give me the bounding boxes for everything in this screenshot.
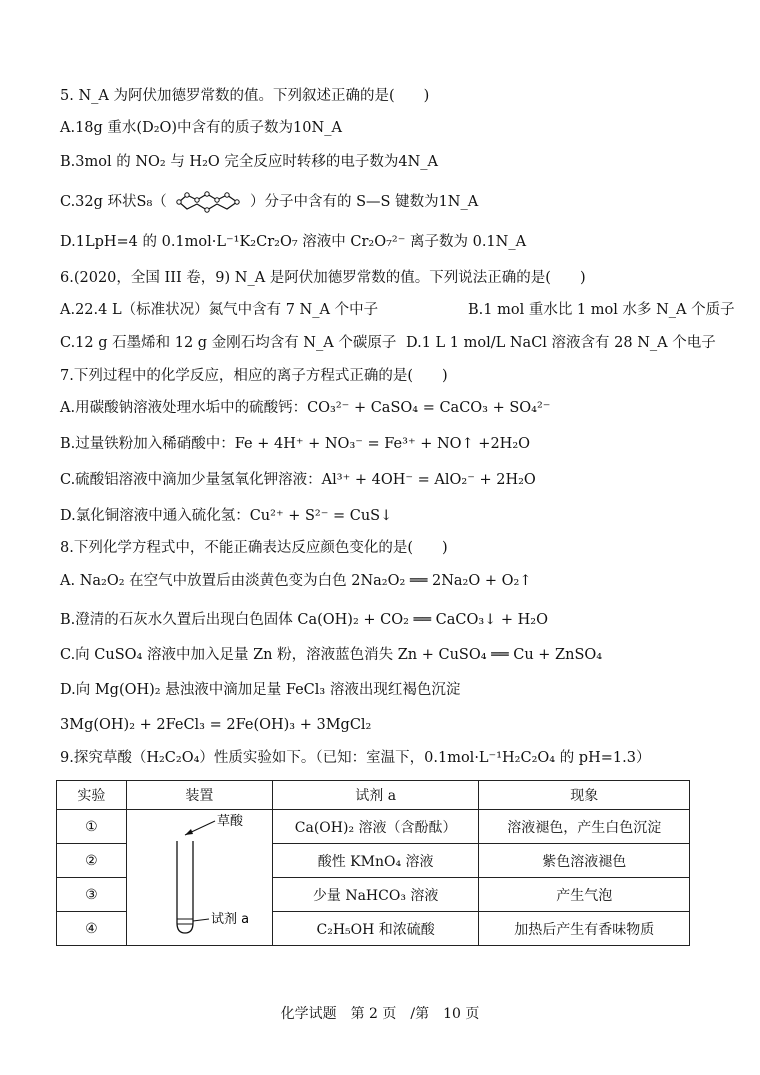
table-cell: 产生气泡 bbox=[479, 878, 690, 912]
q8-option-b: B.澄清的石灰水久置后出现白色固体 Ca(OH)₂ + CO₂ ══ CaCO₃↓ + H₂O bbox=[60, 612, 549, 628]
table-cell: ③ bbox=[57, 878, 127, 912]
table-cell: ① bbox=[57, 810, 127, 844]
q7-option-b: B.过量铁粉加入稀硝酸中：Fe + 4H⁺ + NO₃⁻ = Fe³⁺ + NO↑ +2H₂O bbox=[60, 436, 531, 452]
q7-stem: 7.下列过程中的化学反应，相应的离子方程式正确的是( ) bbox=[60, 368, 448, 384]
q8-option-a: A. Na₂O₂ 在空气中放置后由淡黄色变为白色 2Na₂O₂ ══ 2Na₂O + O₂↑ bbox=[60, 573, 532, 589]
table-header-row bbox=[57, 781, 690, 810]
reagent-a-label: 试剂 a bbox=[211, 911, 250, 927]
table-row bbox=[57, 810, 690, 844]
page-footer: 化学试题 第 2 页 /第 10 页 bbox=[280, 1006, 480, 1022]
q7-option-a: A.用碳酸钠溶液处理水垢中的硫酸钙：CO₃²⁻ + CaSO₄ = CaCO₃ + SO₄²⁻ bbox=[60, 400, 551, 416]
table-cell: 加热后产生有香味物质 bbox=[479, 912, 690, 946]
table-cell: Ca(OH)₂ 溶液（含酚酞） bbox=[272, 810, 479, 844]
q7-option-c: C.硫酸铝溶液中滴加少量氢氧化钾溶液：Al³⁺ + 4OH⁻ = AlO₂⁻ + 2H₂O bbox=[60, 472, 536, 488]
q7-option-d: D.氯化铜溶液中通入硫化氢：Cu²⁺ + S²⁻ = CuS↓ bbox=[60, 508, 393, 524]
q8-stem: 8.下列化学方程式中，不能正确表达反应颜色变化的是( ) bbox=[60, 540, 448, 556]
apparatus-cell bbox=[126, 810, 272, 946]
q8-option-d-equation: 3Mg(OH)₂ + 2FeCl₃ = 2Fe(OH)₃ + 3MgCl₂ bbox=[60, 717, 372, 733]
q5-stem: 5. N_A 为阿伏加德罗常数的值。下列叙述正确的是( ) bbox=[60, 88, 430, 104]
q8-option-c: C.向 CuSO₄ 溶液中加入足量 Zn 粉，溶液蓝色消失 Zn + CuSO₄ ══ Cu + ZnSO₄ bbox=[60, 647, 603, 663]
q8-option-d: D.向 Mg(OH)₂ 悬浊液中滴加足量 FeCl₃ 溶液出现红褐色沉淀 bbox=[60, 682, 461, 698]
table-cell: 酸性 KMnO₄ 溶液 bbox=[272, 844, 479, 878]
q5-option-c: C.32g 环状S₈（ ）分子中含有的 S—S 键数为1N_A bbox=[60, 190, 478, 214]
table-cell: C₂H₅OH 和浓硫酸 bbox=[272, 912, 479, 946]
q5-option-d: D.1LpH=4 的 0.1mol·L⁻¹K₂Cr₂O₇ 溶液中 Cr₂O₇²⁻ 离子数为 0.1N_A bbox=[60, 234, 527, 250]
test-tube-diagram bbox=[129, 811, 269, 941]
q5-option-b: B.3mol 的 NO₂ 与 H₂O 完全反应时转移的电子数为4N_A bbox=[60, 154, 439, 170]
q6-row1: A.22.4 L（标准状况）氮气中含有 7 N_A 个中子 B.1 mol 重水比 1 mol 水多 N_A 个质子 bbox=[60, 302, 735, 318]
table-cell: ④ bbox=[57, 912, 127, 946]
q9-stem: 9.探究草酸（H₂C₂O₄）性质实验如下。（已知：室温下，0.1mol·L⁻¹H₂C₂O₄ 的 pH=1.3） bbox=[60, 750, 651, 766]
table-header-cell: 试剂 a bbox=[272, 781, 479, 810]
q6-stem: 6.(2020，全国 III 卷，9) N_A 是阿伏加德罗常数的值。下列说法正确的是( ) bbox=[60, 270, 586, 286]
table-header-cell: 现象 bbox=[479, 781, 690, 810]
table-header-cell: 实验 bbox=[57, 781, 127, 810]
q5-option-a: A.18g 重水(D₂O)中含有的质子数为10N_A bbox=[60, 120, 342, 136]
table-header-cell: 装置 bbox=[126, 781, 272, 810]
q6-row2: C.12 g 石墨烯和 12 g 金刚石均含有 N_A 个碳原子 D.1 L 1 mol/L NaCl 溶液含有 28 N_A 个电子 bbox=[60, 335, 716, 351]
s8-ring-structure-icon bbox=[173, 190, 243, 214]
table-cell: ② bbox=[57, 844, 127, 878]
table-cell: 紫色溶液褪色 bbox=[479, 844, 690, 878]
oxalic-acid-label: 草酸 bbox=[217, 813, 244, 829]
table-cell: 少量 NaHCO₃ 溶液 bbox=[272, 878, 479, 912]
experiment-table bbox=[56, 780, 690, 946]
table-cell: 溶液褪色，产生白色沉淀 bbox=[479, 810, 690, 844]
